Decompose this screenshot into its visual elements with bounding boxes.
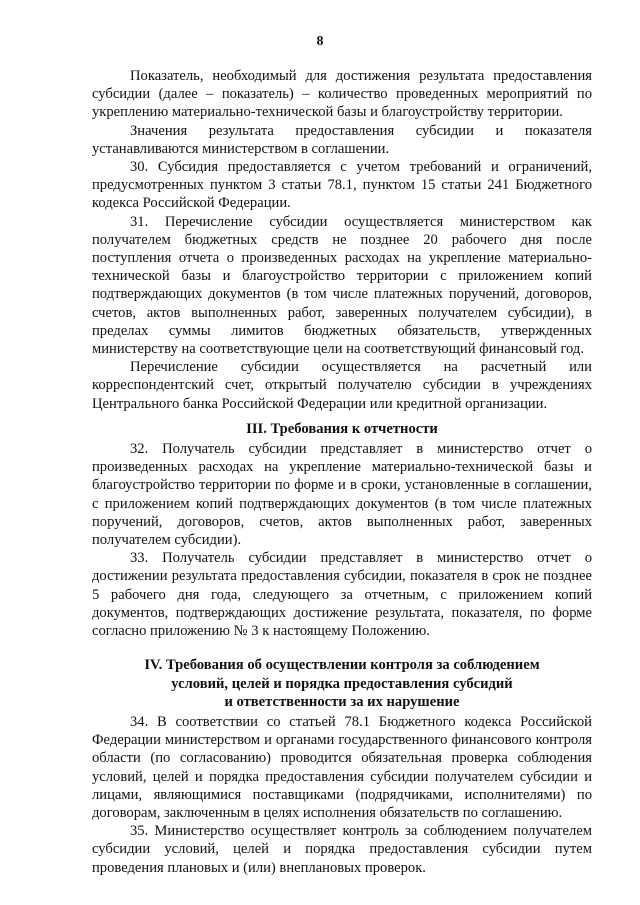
paragraph-indicator-values: Значения результата предоставления субсидии и показателя устанавливаются министерством в соглашении. xyxy=(92,122,592,157)
paragraph-indicator-definition: Показатель, необходимый для достижения результата предоставления субсидии (далее – показатель) – количество проведенных мероприятий по укреплению материально-технической базы и благоустройству территории. xyxy=(92,68,592,121)
paragraph-30: 30. Субсидия предоставляется с учетом требований и ограничений, предусмотренных пунктом 3 статьи 78.1, пунктом 15 статьи 241 Бюджетного кодекса Российской Федерации. xyxy=(92,159,592,212)
paragraph-32: 32. Получатель субсидии представляет в министерство отчет о произведенных расходах на укрепление материально-технической базы и благоустройство территории по форме и в сроки, установленные в соглашении, с приложением копий подтверждающих документов (в том числе платежных поручений, договоров, счетов, актов выполненных работ, заверенных получателем субсидии). xyxy=(92,441,592,549)
document-body xyxy=(92,67,592,877)
paragraph-34: 34. В соответствии со статьей 78.1 Бюджетного кодекса Российской Федерации министерством и органами государственного финансового контроля области (по согласованию) проводится обязательная проверка соблюдения условий, целей и порядка предоставления субсидии получателем субсидии и лицами, являющимися поставщиками (подрядчиками, исполнителями) по договорам, заключенным в целях исполнения обязательств по соглашению. xyxy=(92,713,592,821)
paragraph-33: 33. Получатель субсидии представляет в министерство отчет о достижении результата предоставления субсидии, показателя в срок не позднее 5 рабочего дня года, следующего за отчетным, с приложением копий документов, подтверждающих достижение результата, показателя, по форме согласно приложению № 3 к настоящему Положению. xyxy=(92,550,592,640)
section-heading-control-line-1: IV. Требования об осуществлении контроля за соблюдением xyxy=(144,657,540,674)
page-number: 8 xyxy=(316,34,324,49)
section-heading-control-line-3: и ответственности за их нарушение xyxy=(224,693,460,710)
paragraph-35: 35. Министерство осуществляет контроль за соблюдением получателем субсидии условий, целей и порядка предоставления субсидии путем проведения плановых и (или) внеплановых проверок. xyxy=(92,823,592,876)
section-heading-control-line-2: условий, целей и порядка предоставления субсидий xyxy=(171,675,513,692)
paragraph-31: 31. Перечисление субсидии осуществляется министерством как получателем бюджетных средств не позднее 20 рабочего дня после поступления отчета о произведенных расходах на укрепление материально-технической базы и благоустройство территории с приложением копий подтверждающих документов (в том числе платежных поручений, договоров, счетов, актов выполненных работ, заверенных получателем субсидии), в пределах суммы лимитов бюджетных обязательств, утвержденных министерству на соответствующие цели на соответствующий финансовый год. xyxy=(92,213,592,358)
section-heading-reporting: III. Требования к отчетности xyxy=(246,420,438,437)
section-heading-control xyxy=(92,656,592,711)
paragraph-31-transfer: Перечисление субсидии осуществляется на расчетный или корреспондентский счет, открытый получателю субсидии в учреждениях Центрального банка Российской Федерации или кредитной организации. xyxy=(92,359,592,412)
